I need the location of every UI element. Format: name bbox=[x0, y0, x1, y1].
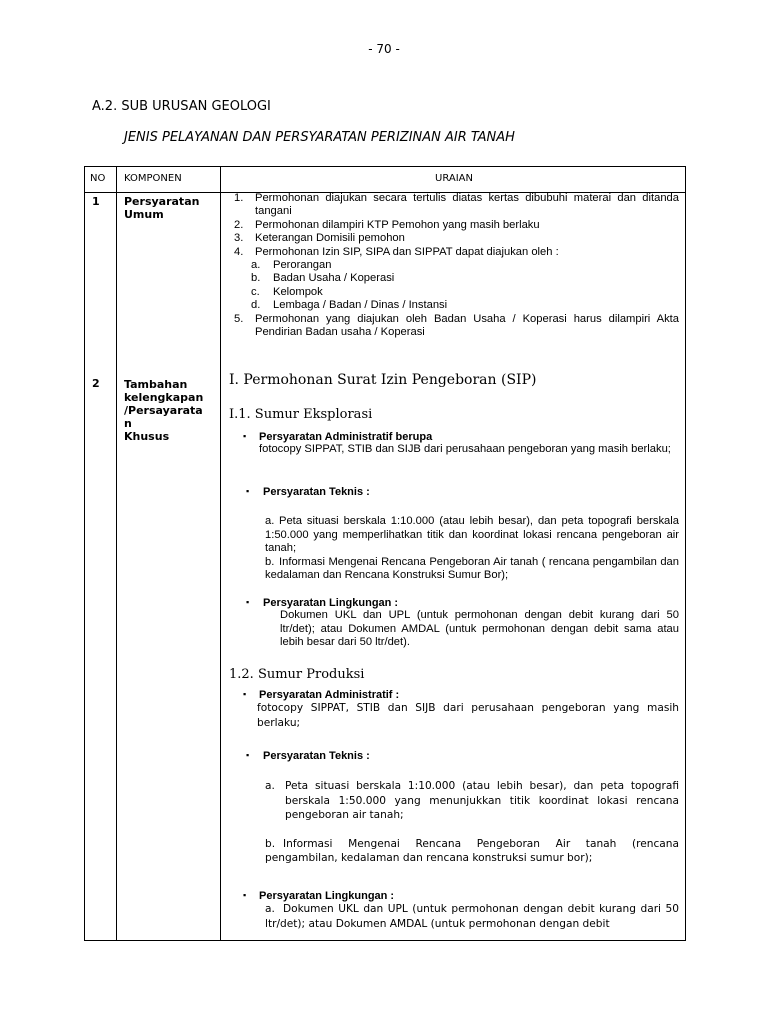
bullet-icon: ▪ bbox=[243, 689, 247, 699]
column-divider-komponen bbox=[220, 167, 221, 940]
sip-heading: I. Permohonan Surat Izin Pengeboran (SIP) bbox=[229, 372, 537, 388]
produksi-admin: ▪ Persyaratan Administratif : fotocopy SIPPAT, STIB dan SIJB dari perusahaan pengeboran yang masih berlaku; bbox=[243, 689, 679, 729]
general-requirements-list bbox=[231, 192, 679, 339]
bullet-icon: ▪ bbox=[246, 750, 250, 760]
column-divider-no bbox=[116, 167, 117, 940]
document-subtitle: JENIS PELAYANAN DAN PERSYARATAN PERIZINAN AIR TANAH bbox=[124, 130, 515, 145]
row-komponen-1: Persyaratan Umum bbox=[124, 195, 200, 221]
header-uraian: URAIAN bbox=[435, 173, 473, 184]
row-number-2: 2 bbox=[92, 377, 100, 390]
bullet-icon: ▪ bbox=[243, 431, 247, 441]
header-komponen: KOMPONEN bbox=[124, 173, 182, 184]
eksplorasi-teknis-list: a. Peta situasi berskala 1:10.000 (atau lebih besar), dan peta topografi berskala 1:50.000 yang memperlihatkan titik dan koordinat lokasi rencana pengeboran air tanah; b. Informasi Mengenai Rencana Pengeboran Air tanah ( rencana pengambilan dan kedalaman dan Rencana Konstruksi Sumur Bor); bbox=[265, 515, 679, 582]
eksplorasi-lingkungan: ▪ Persyaratan Lingkungan : Dokumen UKL dan UPL (untuk permohonan dengan debit kurang dari 50 ltr/det); atau Dokumen AMDAL (untuk permohonan dengan debit sama atau lebih besar dari 50 ltr/det). bbox=[246, 597, 679, 649]
sub-list-item: c. Kelompok bbox=[251, 285, 323, 298]
sub-list-item: d. Lembaga / Badan / Dinas / Instansi bbox=[251, 299, 448, 312]
sub-list-item: b. Badan Usaha / Koperasi bbox=[251, 272, 395, 285]
section-title: A.2. SUB URUSAN GEOLOGI bbox=[92, 99, 271, 114]
requirements-table bbox=[84, 166, 686, 941]
list-item: 1. Permohonan diajukan secara tertulis diatas kertas dibubuhi materai dan ditanda tangani bbox=[234, 192, 679, 218]
produksi-teknis: ▪ Persyaratan Teknis : bbox=[246, 750, 370, 762]
sub-list-item: a. Perorangan bbox=[251, 259, 332, 272]
header-no: NO bbox=[90, 173, 106, 184]
row-komponen-2: Tambahan kelengkapan /Persayarata n Khusus bbox=[124, 378, 204, 443]
list-item: 4. Permohonan Izin SIP, SIPA dan SIPPAT dapat diajukan oleh : bbox=[234, 245, 559, 258]
list-item: 2. Permohonan dilampiri KTP Pemohon yang masih berlaku bbox=[234, 218, 540, 231]
produksi-heading: 1.2. Sumur Produksi bbox=[229, 667, 365, 682]
eksplorasi-heading: I.1. Sumur Eksplorasi bbox=[229, 407, 373, 422]
page-number: - 70 - bbox=[368, 42, 400, 56]
list-item: 5. Permohonan yang diajukan oleh Badan Usaha / Koperasi harus dilampiri Akta Pendirian Badan usaha / Koperasi bbox=[234, 312, 679, 339]
bullet-icon: ▪ bbox=[246, 597, 250, 607]
produksi-lingkungan: ▪ Persyaratan Lingkungan : a. Dokumen UKL dan UPL (untuk permohonan dengan debit kurang dari 50 ltr/det); atau Dokumen AMDAL (untuk permohonan dengan debit bbox=[243, 890, 679, 930]
produksi-teknis-list: a. Peta situasi berskala 1:10.000 (atau lebih besar), dan peta topografi berskala 1:50.000 yang menunjukkan titik koordinat lokasi rencana pengeboran air tanah; b. Informasi Mengenai Rencana Pengeboran Air tanah (rencana pengambilan, kedalaman dan rencana konstruksi sumur bor); bbox=[265, 780, 679, 865]
eksplorasi-admin: ▪ Persyaratan Administratif berupa fotocopy SIPPAT, STIB dan SIJB dari perusahaan pengeboran yang masih berlaku; bbox=[243, 431, 671, 455]
list-item: 3. Keterangan Domisili pemohon bbox=[234, 232, 405, 245]
bullet-icon: ▪ bbox=[243, 890, 247, 900]
row-number-1: 1 bbox=[92, 195, 100, 208]
eksplorasi-teknis: ▪ Persyaratan Teknis : bbox=[246, 486, 370, 498]
bullet-icon: ▪ bbox=[246, 486, 250, 496]
